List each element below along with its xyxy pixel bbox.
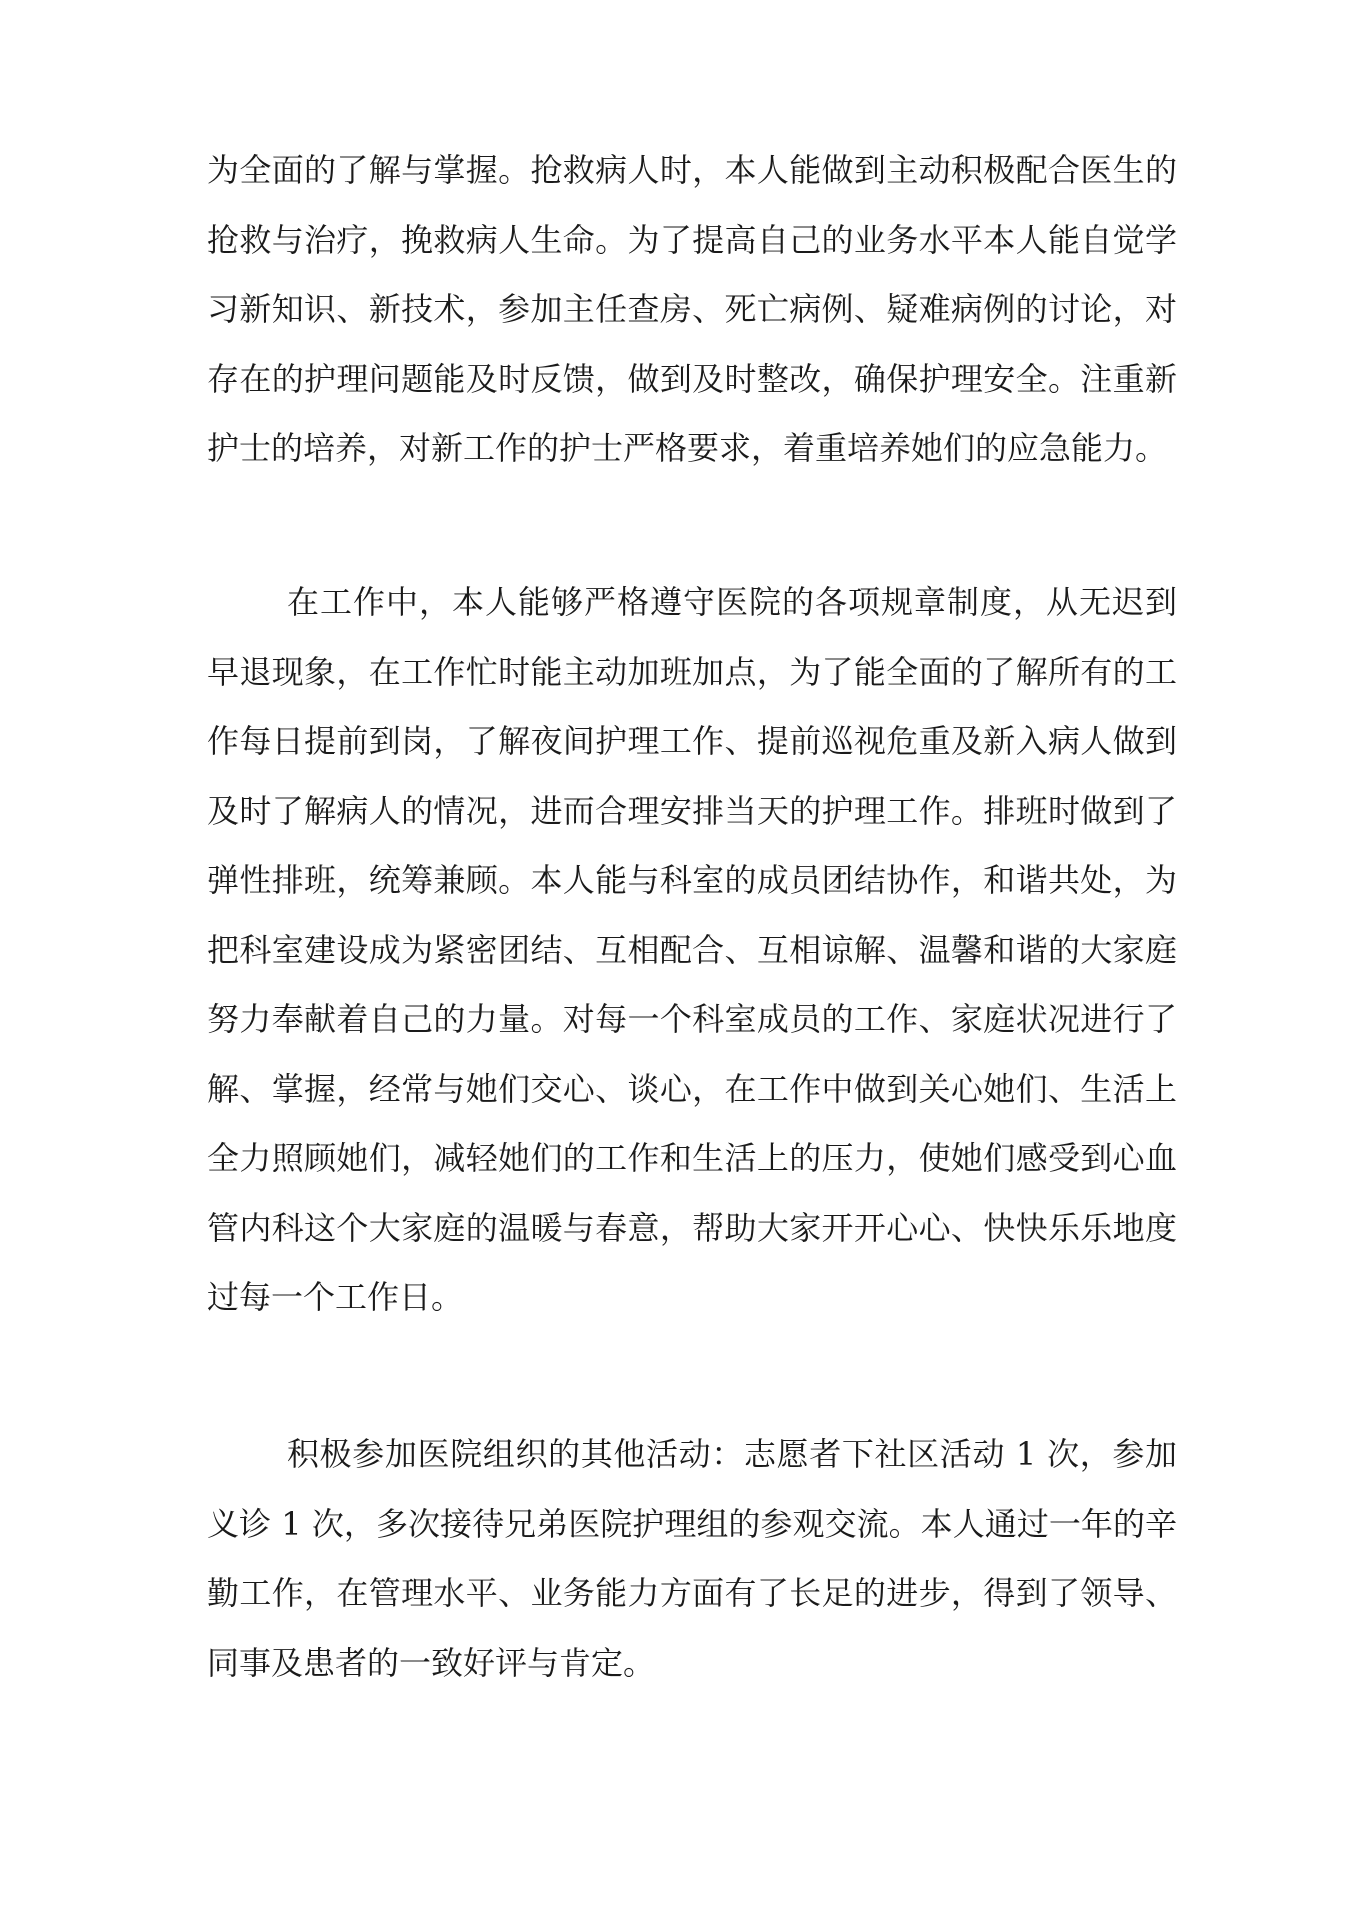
paragraph-line: 过每一个工作日。 bbox=[207, 1278, 464, 1316]
paragraph-line: 护士的培养，对新工作的护士严格要求，着重培养她们的应急能力。 bbox=[207, 429, 1168, 467]
paragraph-line: 勤工作，在管理水平、业务能力方面有了长足的进步，得到了领导、 bbox=[207, 1574, 1177, 1612]
paragraph-3 bbox=[207, 1420, 1177, 1698]
paragraph-1 bbox=[207, 136, 1177, 484]
paragraph-line: 抢救与治疗，挽救病人生命。为了提高自己的业务水平本人能自觉学 bbox=[207, 220, 1177, 259]
paragraph-line: 解、掌握，经常与她们交心、谈心，在工作中做到关心她们、生活上 bbox=[207, 1069, 1177, 1108]
paragraph-line: 积极参加医院组织的其他活动：志愿者下社区活动 1 次，参加 bbox=[287, 1435, 1177, 1473]
paragraph-line: 及时了解病人的情况，进而合理安排当天的护理工作。排班时做到了 bbox=[207, 791, 1177, 830]
paragraph-line: 义诊 1 次，多次接待兄弟医院护理组的参观交流。本人通过一年的辛 bbox=[207, 1504, 1177, 1543]
paragraph-line: 弹性排班，统筹兼顾。本人能与科室的成员团结协作，和谐共处，为 bbox=[207, 861, 1177, 899]
paragraph-line: 努力奉献着自己的力量。对每一个科室成员的工作、家庭状况进行了 bbox=[207, 1000, 1177, 1038]
paragraph-line: 作每日提前到岗，了解夜间护理工作、提前巡视危重及新入病人做到 bbox=[207, 722, 1177, 760]
paragraph-line: 全力照顾她们，减轻她们的工作和生活上的压力，使她们感受到心血 bbox=[207, 1139, 1177, 1177]
paragraph-2 bbox=[207, 568, 1177, 1333]
paragraph-line: 把科室建设成为紧密团结、互相配合、互相谅解、温馨和谐的大家庭 bbox=[207, 930, 1177, 969]
paragraph-line: 早退现象，在工作忙时能主动加班加点，为了能全面的了解所有的工 bbox=[207, 652, 1177, 691]
paragraph-line: 存在的护理问题能及时反馈，做到及时整改，确保护理安全。注重新 bbox=[207, 359, 1177, 398]
paragraph-line: 同事及患者的一致好评与肯定。 bbox=[207, 1643, 656, 1682]
paragraph-line: 管内科这个大家庭的温暖与春意，帮助大家开开心心、快快乐乐地度 bbox=[207, 1208, 1177, 1247]
paragraph-line: 习新知识、新技术，参加主任查房、死亡病例、疑难病例的讨论，对 bbox=[207, 290, 1177, 328]
paragraph-line: 为全面的了解与掌握。抢救病人时，本人能做到主动积极配合医生的 bbox=[207, 151, 1177, 189]
paragraph-line: 在工作中，本人能够严格遵守医院的各项规章制度，从无迟到 bbox=[287, 583, 1177, 621]
